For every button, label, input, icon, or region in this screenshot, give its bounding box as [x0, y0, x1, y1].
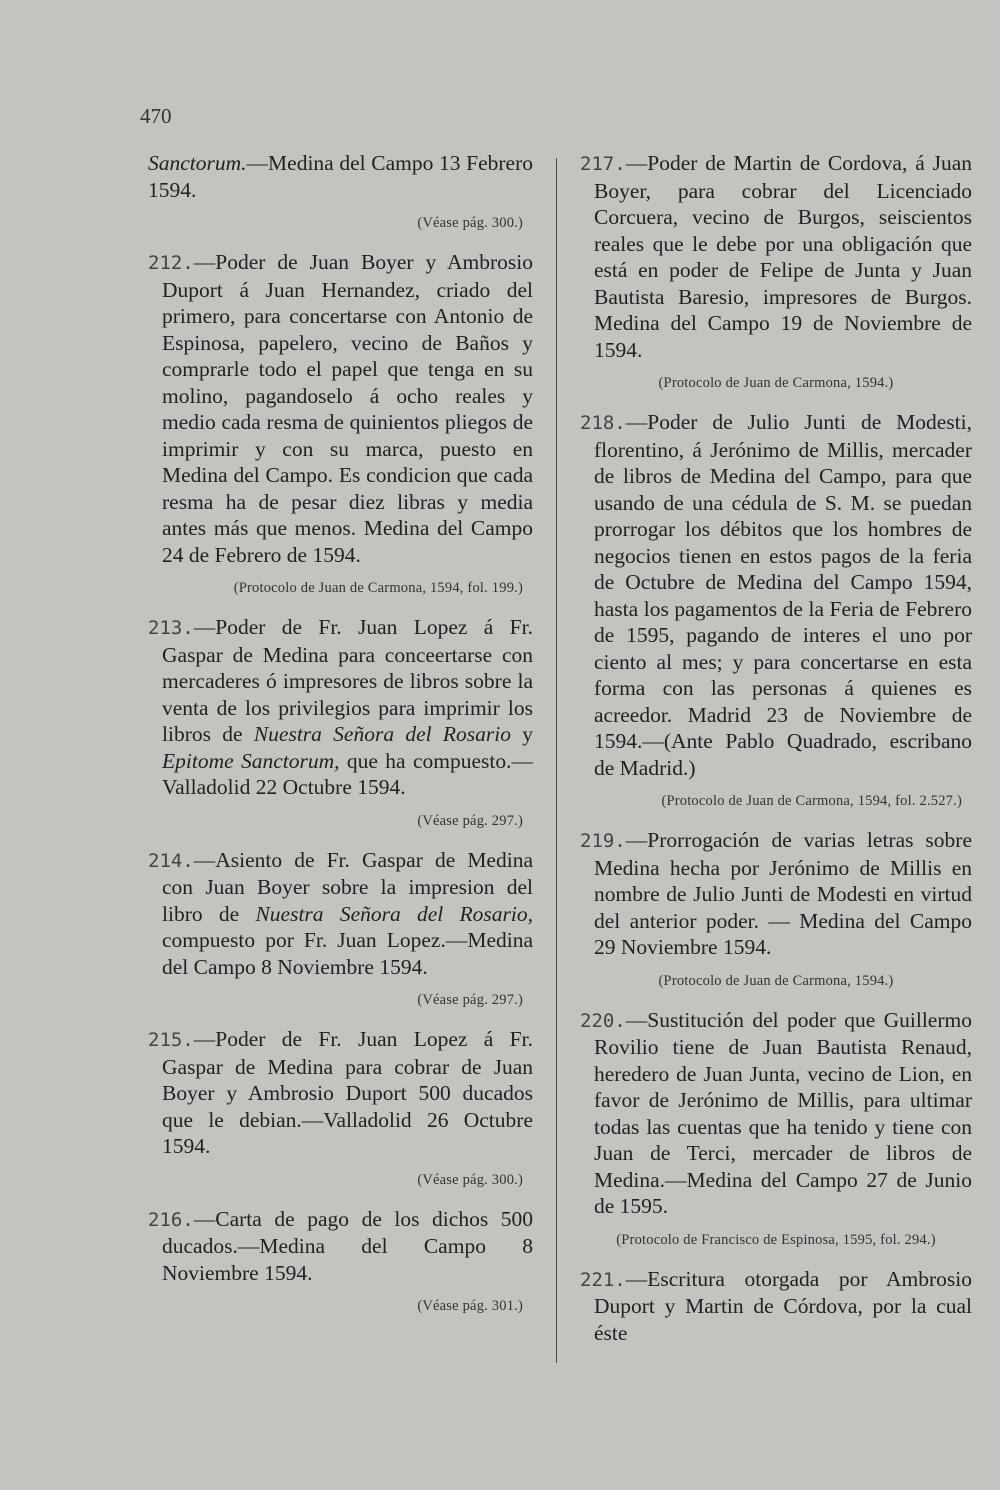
entry-italic-title: Nuestra Señora del Rosario: [253, 722, 511, 746]
entry-215: [148, 1026, 533, 1190]
entry-reference: (Protocolo de Juan de Carmona, 1594, fol. 2.527.): [661, 793, 962, 809]
entry-reference: (Véase pág. 297.): [417, 812, 523, 829]
entry-reference: (Véase pág. 300.): [417, 215, 523, 231]
entry-213: [148, 614, 533, 831]
entry-number: 216.: [148, 1208, 194, 1231]
entry-reference: (Véase pág. 301.): [417, 1298, 523, 1314]
entry-italic-title: Nuestra Señora del Rosario,: [255, 901, 534, 926]
entry-text: 215.—Poder de Fr. Juan Lopez á Fr. Gaspar de Medina para cobrar de Juan Boyer y Ambrosio Duport 500 ducados que le debian.—Valladolid 26 Octubre 1594.: [148, 1027, 533, 1158]
entry-216: [148, 1206, 533, 1317]
entry-reference: (Véase pág. 300.): [417, 1171, 523, 1188]
entry-text: 220.—Sustitución del poder que Guillermo Rovilio tiene de Juan Bautista Renaud, heredero de Juan Junta, vecino de Lion, en favor de Jerónimo de Millis, para ultimar todas las cuentas que ha tenido y tiene con Juan de Terci, mercader de libros de Medina.—Medina del Campo 27 de Junio de 1595.: [580, 1007, 972, 1218]
entry-reference: (Véase pág. 297.): [417, 992, 523, 1008]
entry-italic-title: Sanctorum.: [148, 151, 247, 175]
entry-number: 220.: [580, 1009, 626, 1032]
entry-text: 216.—Carta de pago de los dichos 500 ducados.—Medina del Campo 8 Noviembre 1594.: [148, 1206, 533, 1285]
entry-219: [580, 827, 972, 991]
page-number: 470: [140, 104, 172, 128]
entry-text: 217.—Poder de Martin de Cordova, á Juan Boyer, para cobrar del Licenciado Corcuera, vecino de Burgos, seiscientos reales que le debe por una obligación que está en poder de Felipe de Junta y Juan Bautista Baresio, impresores de Burgos. Medina del Campo 19 de Noviembre de 1594.: [580, 151, 972, 362]
entry-text: Sanctorum.—Medina del Campo 13 Febrero 1594.: [148, 151, 533, 202]
entry-number: 215.: [148, 1029, 194, 1051]
entry-211-continuation: [148, 150, 533, 233]
entry-text: 221.—Escritura otorgada por Ambrosio Duport y Martin de Córdova, por la cual éste: [580, 1266, 972, 1345]
right-column: [580, 150, 972, 1362]
entry-text: 218.—Poder de Julio Junti de Modesti, florentino, á Jerónimo de Millis, mercader de libros de Medina del Campo, para que usando de una cédula de S. M. se puedan prorrogar los débitos que los hombres de negocios tienen en estos pagos de la feria de Octubre de Medina del Campo 1594, hasta los pagamentos de la Feria de Febrero de 1595, pagando de interes el uno por ciento al mes; y para concertarse en esta forma con las personas á quienes es acreedor. Madrid 23 de Noviembre de 1594.—(Ante Pablo Quadrado, escribano de Madrid.): [580, 410, 972, 780]
entry-number: 219.: [580, 830, 626, 852]
entry-214: [148, 847, 533, 1011]
entry-number: 213.: [148, 617, 194, 639]
column-divider: [556, 158, 557, 1363]
entry-reference: (Protocolo de Juan de Carmona, 1594, fol. 199.): [233, 580, 523, 596]
entry-italic-title: Epitome Sanctorum,: [162, 748, 340, 773]
entry-text: 214.—Asiento de Fr. Gaspar de Medina con Juan Boyer sobre la impresion del libro de Nuestra Señora del Rosario, compuesto por Fr. Juan Lopez.—Medina del Campo 8 Noviembre 1594.: [148, 847, 534, 979]
entry-reference: (Protocolo de Juan de Carmona, 1594.): [658, 375, 894, 391]
entry-text: 213.—Poder de Fr. Juan Lopez á Fr. Gaspar de Medina para conceertarse con mercaderes ó impresores de libros sobre la venta de los privilegios para imprimir los libros de Nuestra Señora del Rosario y Epitome Sanctorum, que ha compuesto.—Valladolid 22 Octubre 1594.: [148, 615, 534, 799]
entry-number: 212.: [148, 252, 194, 274]
entry-number: 214.: [148, 849, 194, 872]
entry-220: [580, 1007, 972, 1250]
entry-reference: (Protocolo de Juan de Carmona, 1594.): [658, 972, 894, 989]
entry-number: 218.: [580, 412, 626, 434]
entry-217: [580, 150, 972, 393]
left-column: [148, 150, 533, 1332]
entry-218: [580, 409, 972, 811]
entry-reference: (Protocolo de Francisco de Espinosa, 1595, fol. 294.): [616, 1231, 936, 1248]
entry-212: [148, 249, 533, 598]
entry-number: 217.: [580, 153, 626, 175]
entry-text: 219.—Prorrogación de varias letras sobre Medina hecha por Jerónimo de Millis en nombre de Julio Junti de Modesti en virtud del anterior poder. — Medina del Campo 29 Noviembre 1594.: [580, 828, 972, 959]
entry-221: [580, 1266, 972, 1347]
entry-number: 221.: [580, 1268, 626, 1291]
entry-text: 212.—Poder de Juan Boyer y Ambrosio Duport á Juan Hernandez, criado del primero, para concertarse con Antonio de Espinosa, papelero, vecino de Baños y comprarle todo el papel que tenga en su molino, pagandoselo á ocho reales y medio cada resma de quinientos pliegos de imprimir y con su marca, puesto en Medina del Campo. Es condicion que cada resma ha de pesar diez libras y media antes más que menos. Medina del Campo 24 de Febrero de 1594.: [148, 250, 533, 567]
